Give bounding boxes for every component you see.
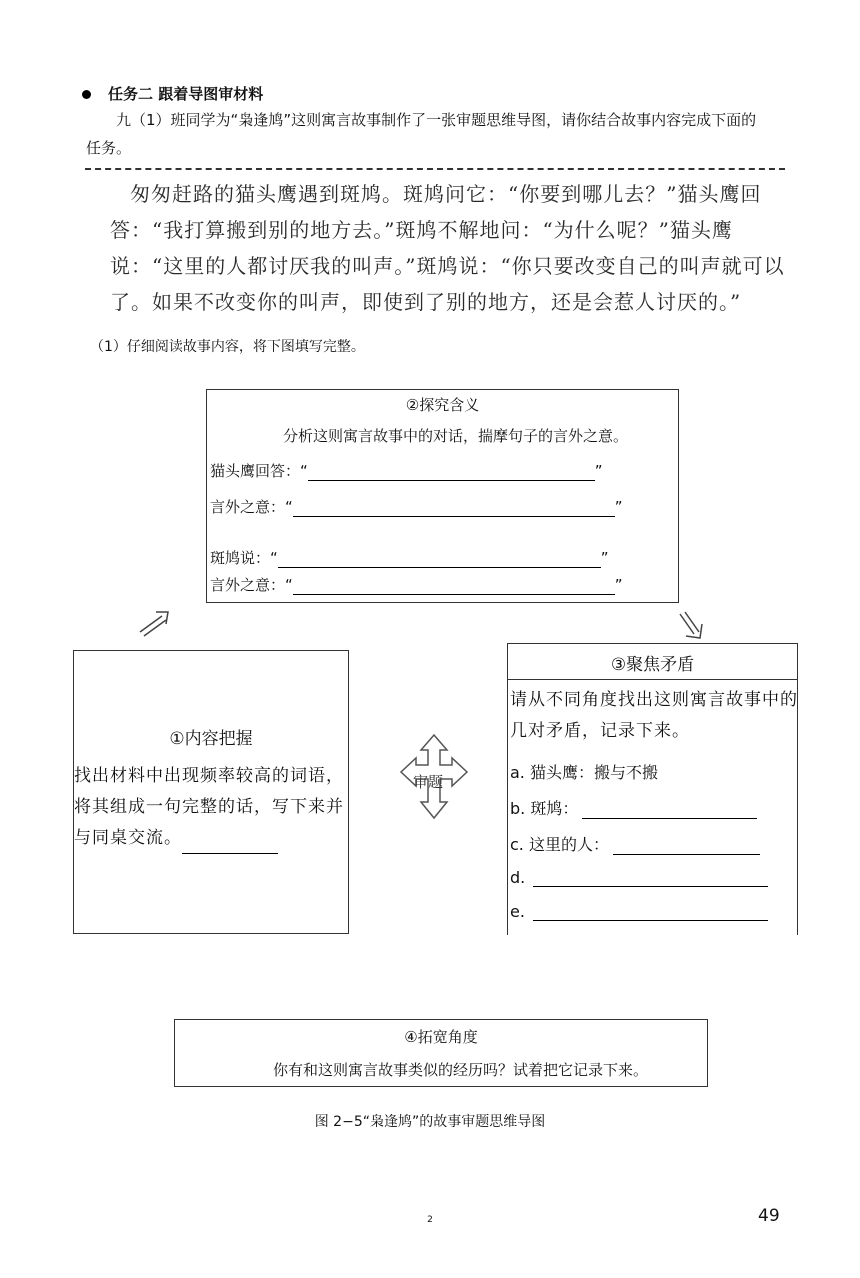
item-label: d.: [510, 868, 526, 887]
page-number: 49: [758, 1206, 780, 1226]
box-body-text: 找出材料中出现频率较高的词语，将其组成一句完整的话，写下来并与同桌交流。: [74, 766, 344, 848]
item-label: e.: [510, 902, 525, 921]
box-body: 请从不同角度找出这则寓言故事中的几对矛盾，记录下来。: [510, 690, 798, 741]
fill-row-meaning-1: [210, 496, 623, 517]
answer-blank[interactable]: [533, 903, 768, 921]
box-title: ③聚焦矛盾: [610, 655, 695, 675]
bullet-icon: [82, 90, 91, 99]
answer-blank[interactable]: [293, 577, 615, 595]
box-broaden-perspective: [174, 1019, 708, 1087]
box-body: [74, 761, 348, 854]
question-1: （1）仔细阅读故事内容，将下图填写完整。: [90, 339, 365, 355]
item-label: b. 斑鸠：: [510, 799, 579, 818]
item-label: a. 猫头鹰：搬与不搬: [510, 763, 658, 782]
double-arrow-up-right-icon: [136, 606, 172, 638]
divider: [85, 168, 785, 170]
row-close-quote: ”: [594, 462, 603, 480]
contradiction-item-b: [510, 796, 757, 819]
story-excerpt: [110, 176, 800, 320]
fill-row-owl-answer: [210, 460, 603, 481]
answer-blank[interactable]: [582, 801, 757, 819]
box-description: 你有和这则寓言故事类似的经历吗？试着把它记录下来。: [273, 1061, 649, 1079]
row-close-quote: ”: [614, 576, 623, 594]
answer-blank[interactable]: [533, 869, 768, 887]
box-explore-meaning: [206, 389, 679, 603]
box-description: 分析这则寓言故事中的对话，揣摩句子的言外之意。: [283, 427, 629, 445]
intro-text: 九（1）班同学为“枭逢鸠”这则寓言故事制作了一张审题思维导图，请你结合故事内容完成下面的任务。: [86, 111, 757, 157]
answer-blank[interactable]: [293, 499, 615, 517]
contradiction-item-a: [510, 760, 658, 783]
answer-blank[interactable]: [182, 835, 278, 854]
answer-blank[interactable]: [613, 837, 760, 855]
page-number-small: 2: [427, 1215, 433, 1225]
figure-caption: 图 2−5“枭逢鸠”的故事审题思维导图: [314, 1114, 546, 1130]
row-label: 猫头鹰回答：“: [210, 462, 308, 480]
contradiction-item-c: [510, 832, 760, 855]
box-content-grasp: [73, 650, 349, 934]
story-paragraph: 匆匆赶路的猫头鹰遇到斑鸠。斑鸠问它：“你要到哪儿去？”猫头鹰回答：“我打算搬到别的地方去。”斑鸠不解地问：“为什么呢？”猫头鹰说：“这里的人都讨厌我的叫声。”斑鸠说：“你只要改变自己的叫声就可以了。如果不改变你的叫声，即使到了别的地方，还是会惹人讨厌的。”: [110, 182, 785, 314]
row-label: 言外之意：“: [210, 576, 293, 594]
task-title: 任务二 跟着导图审材料: [108, 85, 264, 103]
row-close-quote: ”: [614, 498, 623, 516]
box-title: ②探究含义: [405, 396, 480, 414]
row-label: 斑鸠说：“: [210, 549, 278, 567]
double-arrow-down-right-icon: [676, 610, 706, 642]
row-label: 言外之意：“: [210, 498, 293, 516]
box-focus-contradiction: [507, 643, 798, 935]
box-title: ①内容把握: [169, 729, 253, 749]
answer-blank[interactable]: [278, 550, 601, 568]
contradiction-item-e: [510, 902, 768, 921]
item-label: c. 这里的人：: [510, 835, 609, 854]
contradiction-item-d: [510, 868, 768, 887]
answer-blank[interactable]: [308, 463, 595, 481]
row-close-quote: ”: [600, 549, 609, 567]
box-header: [508, 644, 797, 680]
box-title: ④拓宽角度: [404, 1028, 478, 1046]
fill-row-dove-says: [210, 547, 609, 568]
fill-row-meaning-2: [210, 574, 623, 595]
center-label: 审题: [413, 773, 444, 791]
